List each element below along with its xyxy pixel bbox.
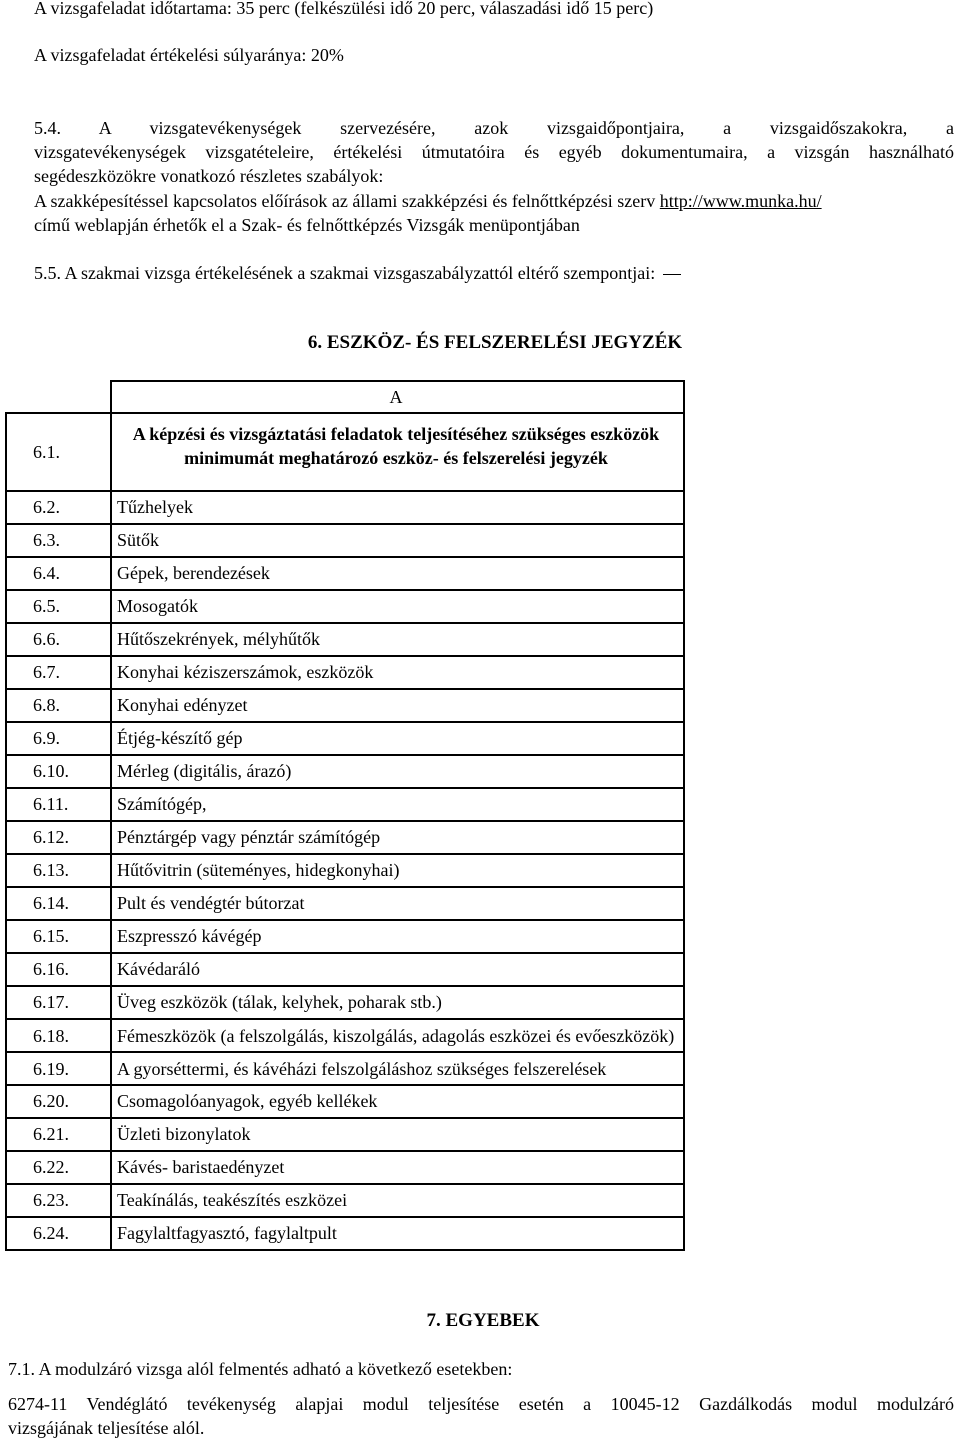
row-number: 6.23. xyxy=(6,1184,111,1217)
table-row xyxy=(6,722,684,755)
row-item: Üveg eszközök (tálak, kelyhek, poharak stb.) xyxy=(111,986,684,1019)
equipment-table xyxy=(5,380,685,1251)
row-number: 6.13. xyxy=(6,854,111,887)
row-item: Teakínálás, teakészítés eszközei xyxy=(111,1184,684,1217)
table-row xyxy=(6,1217,684,1250)
section-5-5-text: 5.5. A szakmai vizsga értékelésének a szakmai vizsgaszabályzattól eltérő szempontjai: xyxy=(34,263,656,283)
row-number: 6.2. xyxy=(6,491,111,524)
row-number: 6.11. xyxy=(6,788,111,821)
header-num: 6.1. xyxy=(6,413,111,491)
row-number: 6.4. xyxy=(6,557,111,590)
section-5-4-line-1: 5.4. A vizsgatevékenységek szervezésére, azok vizsgaidőpontjaira, a vizsgaidőszakokra, a xyxy=(34,118,954,138)
table-row xyxy=(6,557,684,590)
dash-mark xyxy=(663,274,681,275)
row-number: 6.17. xyxy=(6,986,111,1019)
row-item: Konyhai edényzet xyxy=(111,689,684,722)
row-number: 6.16. xyxy=(6,953,111,986)
row-item: Konyhai kéziszerszámok, eszközök xyxy=(111,656,684,689)
row-item: Csomagolóanyagok, egyéb kellékek xyxy=(111,1085,684,1118)
table-row xyxy=(6,491,684,524)
table-row xyxy=(6,1052,684,1085)
section-5-4-line-2: vizsgatevékenységek vizsgatételeire, értékelési útmutatóira és egyéb dokumentumaira, a vizsgán használható xyxy=(34,142,954,162)
row-item: Kávés- baristaedényzet xyxy=(111,1151,684,1184)
table-row xyxy=(6,656,684,689)
row-number: 6.6. xyxy=(6,623,111,656)
exemption-line-1: 6274-11 Vendéglátó tevékenység alapjai modul teljesítése esetén a 10045-12 Gazdálkodás modul modulzáró xyxy=(8,1394,954,1414)
row-number: 6.10. xyxy=(6,755,111,788)
row-number: 6.7. xyxy=(6,656,111,689)
row-number: 6.3. xyxy=(6,524,111,557)
rules-text: A szakképesítéssel kapcsolatos előírások az állami szakképzési és felnőttképzési szerv xyxy=(34,191,660,211)
row-number: 6.8. xyxy=(6,689,111,722)
row-item: Hűtőszekrények, mélyhűtők xyxy=(111,623,684,656)
table-row xyxy=(6,788,684,821)
header-text: A képzési és vizsgáztatási feladatok teljesítéséhez szükséges eszközök minimumát meghatározó eszköz- és felszerelési jegyzék xyxy=(111,413,684,491)
row-number: 6.9. xyxy=(6,722,111,755)
row-number: 6.15. xyxy=(6,920,111,953)
row-item: A gyorséttermi, és kávéházi felszolgáláshoz szükséges felszerelések xyxy=(111,1052,684,1085)
table-row xyxy=(6,953,684,986)
exemption-line-2: vizsgájának teljesítése alól. xyxy=(8,1418,205,1438)
row-number: 6.12. xyxy=(6,821,111,854)
table-row xyxy=(6,689,684,722)
section-7-title: 7. EGYEBEK xyxy=(426,1310,540,1331)
table-row xyxy=(6,1118,684,1151)
table-row xyxy=(6,986,684,1019)
row-number: 6.5. xyxy=(6,590,111,623)
row-item: Hűtővitrin (süteményes, hidegkonyhai) xyxy=(111,854,684,887)
exam-weight-text: A vizsgafeladat értékelési súlyaránya: 20% xyxy=(34,45,344,65)
row-item: Üzleti bizonylatok xyxy=(111,1118,684,1151)
column-letter: A xyxy=(111,381,684,413)
row-number: 6.20. xyxy=(6,1085,111,1118)
row-number: 6.19. xyxy=(6,1052,111,1085)
table-row xyxy=(6,887,684,920)
table-row xyxy=(6,1085,684,1118)
row-item: Fémeszközök (a felszolgálás, kiszolgálás, adagolás eszközei és evőeszközök) xyxy=(111,1019,684,1052)
row-item: Pult és vendégtér bútorzat xyxy=(111,887,684,920)
row-number: 6.14. xyxy=(6,887,111,920)
row-item: Eszpresszó kávégép xyxy=(111,920,684,953)
table-row xyxy=(6,821,684,854)
table-row xyxy=(6,1184,684,1217)
row-item: Gépek, berendezések xyxy=(111,557,684,590)
row-item: Fagylaltfagyasztó, fagylaltpult xyxy=(111,1217,684,1250)
table-row xyxy=(6,755,684,788)
table-row xyxy=(6,623,684,656)
table-row xyxy=(6,590,684,623)
section-6-title: 6. ESZKÖZ- ÉS FELSZERELÉSI JEGYZÉK xyxy=(307,332,683,353)
section-5-4-line-3: segédeszközökre vonatkozó részletes szabályok: xyxy=(34,166,384,186)
table-row xyxy=(6,854,684,887)
row-item: Mérleg (digitális, árazó) xyxy=(111,755,684,788)
row-item: Számítógép, xyxy=(111,788,684,821)
section-5-4-line-4 xyxy=(34,189,822,213)
row-item: Étjég-készítő gép xyxy=(111,722,684,755)
table-row xyxy=(6,524,684,557)
row-number: 6.22. xyxy=(6,1151,111,1184)
row-number: 6.18. xyxy=(6,1019,111,1052)
row-item: Tűzhelyek xyxy=(111,491,684,524)
section-5-4-line-5: című weblapján érhetők el a Szak- és felnőttképzés Vizsgák menüpontjában xyxy=(34,215,580,235)
row-item: Mosogatók xyxy=(111,590,684,623)
row-number: 6.21. xyxy=(6,1118,111,1151)
row-number: 6.24. xyxy=(6,1217,111,1250)
table-row xyxy=(6,920,684,953)
section-5-5 xyxy=(34,261,681,285)
section-7-1: 7.1. A modulzáró vizsga alól felmentés adható a következő esetekben: xyxy=(8,1359,513,1379)
row-item: Pénztárgép vagy pénztár számítógép xyxy=(111,821,684,854)
row-item: Sütők xyxy=(111,524,684,557)
table-corner xyxy=(6,381,111,413)
row-item: Kávédaráló xyxy=(111,953,684,986)
table-row xyxy=(6,1151,684,1184)
table-row xyxy=(6,1019,684,1052)
munka-link[interactable]: http://www.munka.hu/ xyxy=(659,191,822,211)
exam-duration-text: A vizsgafeladat időtartama: 35 perc (felkészülési idő 20 perc, válaszadási idő 15 perc) xyxy=(34,0,654,18)
